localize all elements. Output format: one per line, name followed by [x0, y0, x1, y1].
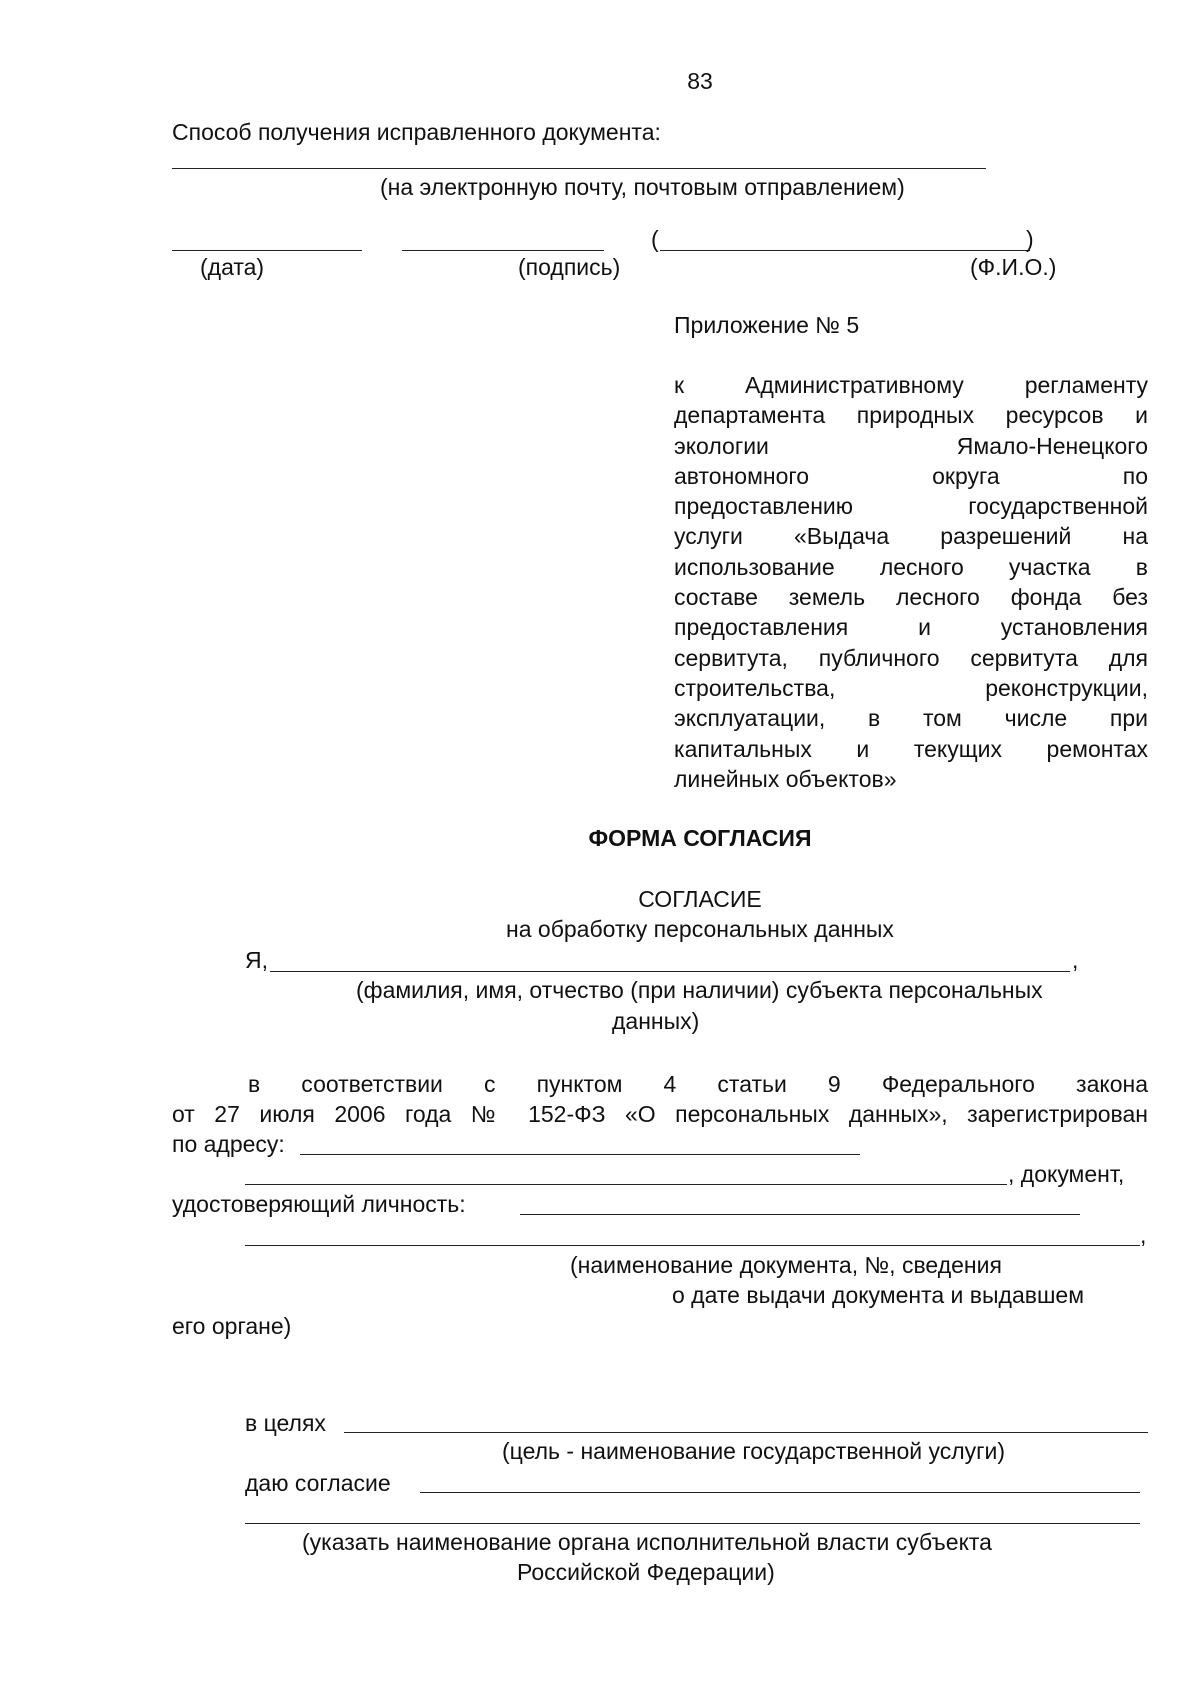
signature-field[interactable]	[402, 250, 604, 251]
address-field-continued[interactable]	[245, 1184, 1007, 1185]
form-heading: ФОРМА СОГЛАСИЯ	[588, 825, 812, 851]
page-number: 83	[687, 68, 713, 94]
identity-document-field-continued[interactable]	[245, 1245, 1140, 1246]
fio-label: (Ф.И.О.)	[970, 254, 1057, 280]
i-label: Я,	[245, 947, 268, 973]
consent-title: СОГЛАСИЕ	[638, 886, 762, 912]
consent-label: даю согласие	[245, 1470, 391, 1496]
fio-field[interactable]	[660, 250, 1030, 251]
annex-line: автономного округа по	[674, 462, 1148, 489]
identity-document-comma: ,	[1140, 1222, 1147, 1248]
signature-label: (подпись)	[518, 254, 621, 280]
fio-close-paren: )	[1026, 226, 1034, 252]
consent-subtitle: на обработку персональных данных	[506, 916, 894, 942]
annex-line: капитальных и текущих ремонтах	[674, 735, 1148, 762]
annex-title: Приложение № 5	[674, 312, 860, 338]
annex-line: предоставлению государственной	[674, 493, 1148, 520]
annex-line: департамента природных ресурсов и	[674, 402, 1148, 429]
subject-fio-field[interactable]	[270, 971, 1070, 972]
subject-fio-comma: ,	[1072, 947, 1079, 973]
authority-field-continued[interactable]	[245, 1523, 1140, 1524]
purpose-label: в целях	[245, 1410, 326, 1436]
annex-line: эксплуатации, в том числе при	[674, 705, 1148, 732]
purpose-field[interactable]	[344, 1432, 1148, 1433]
date-field[interactable]	[172, 250, 362, 251]
document-hint-line1: (наименование документа, №, сведения	[570, 1252, 1002, 1278]
fio-open-paren: (	[651, 226, 659, 252]
receipt-method-field[interactable]	[172, 168, 986, 169]
date-label: (дата)	[200, 254, 265, 280]
document-label: , документ,	[1008, 1161, 1125, 1187]
address-label: по адресу:	[172, 1131, 285, 1157]
annex-line: предоставления и установления	[674, 614, 1148, 641]
subject-fio-hint-line1: (фамилия, имя, отчество (при наличии) субъекта персональных	[356, 977, 1043, 1003]
annex-line: экологии Ямало-Ненецкого	[674, 432, 1148, 459]
annex-line: к Административному регламенту	[674, 372, 1148, 398]
annex-line: строительства, реконструкции,	[674, 674, 1148, 701]
authority-hint-line2: Российской Федерации)	[517, 1559, 775, 1585]
annex-line: использование лесного участка в	[674, 553, 1148, 580]
annex-line: сервитута, публичного сервитута для	[674, 644, 1148, 671]
identity-document-field[interactable]	[520, 1214, 1080, 1215]
receipt-method-label: Способ получения исправленного документа:	[172, 119, 661, 145]
law-reference-line1: в соответствии с пунктом 4 статьи 9 Федерального закона	[248, 1071, 1148, 1097]
authority-field[interactable]	[420, 1492, 1140, 1493]
subject-fio-hint-line2: данных)	[612, 1008, 700, 1034]
receipt-method-hint: (на электронную почту, почтовым отправлением)	[380, 174, 905, 200]
law-reference-line2: от 27 июля 2006 года № 152-ФЗ «О персональных данных», зарегистрирован	[172, 1101, 1148, 1127]
annex-description	[674, 370, 1148, 794]
annex-line: составе земель лесного фонда без	[674, 584, 1148, 611]
document-hint-line3: его органе)	[172, 1313, 292, 1339]
annex-line: линейных объектов»	[674, 765, 897, 792]
annex-line: услуги «Выдача разрешений на	[674, 523, 1148, 550]
address-field[interactable]	[300, 1154, 860, 1155]
purpose-hint: (цель - наименование государственной услуги)	[502, 1438, 1006, 1464]
authority-hint-line1: (указать наименование органа исполнительной власти субъекта	[302, 1529, 992, 1555]
document-hint-line2: о дате выдачи документа и выдавшем	[672, 1282, 1085, 1308]
identity-label: удостоверяющий личность:	[172, 1191, 466, 1217]
